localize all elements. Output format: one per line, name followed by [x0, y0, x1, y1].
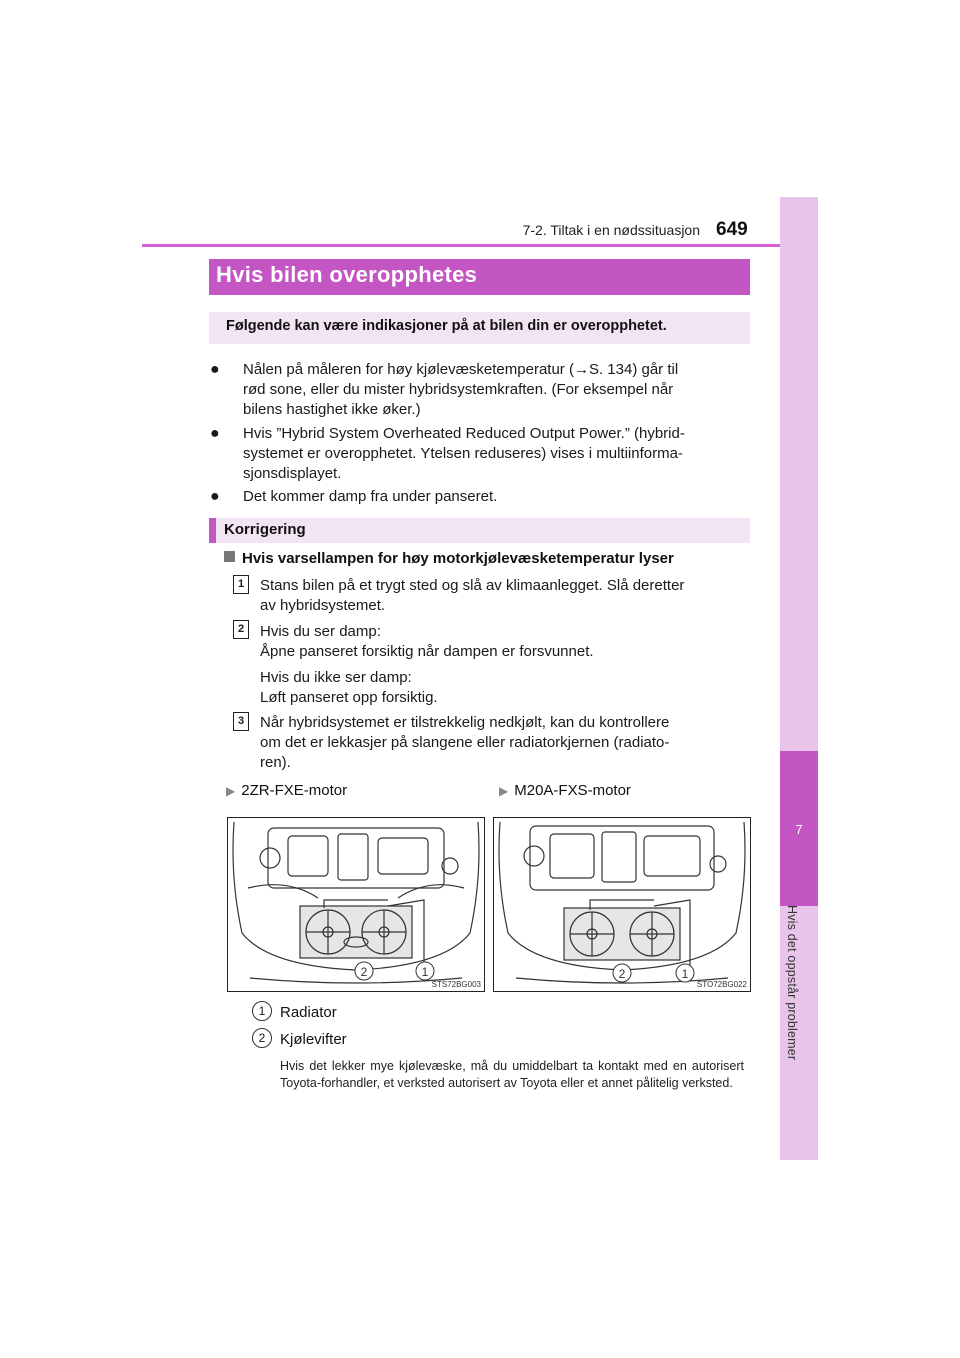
- step-line: ren).: [260, 754, 291, 771]
- image-code: STS72BG003: [431, 980, 481, 989]
- page-title: Hvis bilen overopphetes: [216, 262, 478, 287]
- engine-label-text: 2ZR-FXE-motor: [241, 782, 348, 799]
- subheading: [224, 550, 674, 567]
- side-tab-upper: [780, 197, 818, 751]
- intro-text: Følgende kan være indikasjoner på at bilen din er overopphetet.: [226, 318, 667, 334]
- step-text: [260, 576, 744, 616]
- step-line: av hybridsystemet.: [260, 597, 386, 614]
- step-line: Stans bilen på et trygt sted og slå av klimaanlegget. Slå deretter: [260, 577, 685, 594]
- image-code: STO72BG022: [696, 980, 747, 989]
- bullet-dot-icon: ●: [210, 488, 220, 505]
- step-text: [260, 713, 744, 773]
- engine-image-m20a: [493, 817, 751, 992]
- bullet-line: systemet er overopphetet. Ytelsen reduseres) vises i multiinforma-: [243, 445, 683, 462]
- bullet-item: [210, 487, 745, 507]
- bullet-dot-icon: ●: [210, 361, 220, 378]
- legend-number: 2: [252, 1028, 272, 1048]
- bullet-line: bilens hastighet ikke øker.): [243, 401, 421, 418]
- step-text: [260, 622, 744, 708]
- bullet-line: Hvis ”Hybrid System Overheated Reduced Output Power.” (hybrid-: [243, 425, 685, 442]
- engine-label-text: M20A-FXS-motor: [514, 782, 631, 799]
- engine-bay-illustration: [494, 818, 750, 991]
- step-line: Når hybridsystemet er tilstrekkelig nedkjølt, kan du kontrollere: [260, 714, 670, 731]
- square-bullet-icon: [224, 551, 235, 562]
- step-line: Åpne panseret forsiktig når dampen er forsvunnet.: [260, 643, 594, 660]
- engine-label-right: [499, 782, 631, 799]
- svg-text:2: 2: [360, 965, 368, 979]
- note-text: Hvis det lekker mye kjølevæske, må du umiddelbart ta kontakt med en autorisert Toyota-forhandler, et verksted autorisert av Toyota eller et annet pålitelig verksted.: [280, 1059, 744, 1090]
- bullet-item: [210, 360, 745, 420]
- step-number: 3: [233, 712, 249, 731]
- bullet-dot-icon: ●: [210, 425, 220, 442]
- step-line: Hvis du ikke ser damp:: [260, 669, 412, 686]
- step-number: 1: [233, 575, 249, 594]
- step-number: 2: [233, 620, 249, 639]
- side-chapter-number: 7: [795, 822, 803, 837]
- legend-label: Kjølevifter: [280, 1031, 347, 1048]
- svg-text:1: 1: [421, 965, 429, 979]
- legend-label: Radiator: [280, 1004, 337, 1021]
- triangle-right-icon: ▶: [226, 784, 236, 798]
- legend-number: 1: [252, 1001, 272, 1021]
- bullet-line: Det kommer damp fra under panseret.: [243, 488, 498, 505]
- step-line: om det er lekkasjer på slangene eller radiatorkjernen (radiato-: [260, 734, 670, 751]
- engine-bay-illustration: [228, 818, 484, 991]
- bullet-line: rød sone, eller du mister hybridsystemkraften. (For eksempel når: [243, 381, 674, 398]
- header-rule: [142, 244, 818, 247]
- bullet-line: Nålen på måleren for høy kjølevæsketemperatur (→S. 134) går til: [243, 361, 679, 378]
- engine-label-left: [226, 782, 347, 799]
- bullet-item: [210, 424, 745, 484]
- triangle-right-icon: ▶: [499, 784, 509, 798]
- header-chapter: 7-2. Tiltak i en nødssituasjon: [522, 222, 700, 238]
- section-title: Korrigering: [224, 521, 306, 538]
- side-chapter-title: Hvis det oppstår problemer: [785, 905, 799, 1061]
- svg-text:2: 2: [618, 967, 626, 981]
- step-line: Løft panseret opp forsiktig.: [260, 689, 438, 706]
- svg-text:1: 1: [681, 967, 689, 981]
- step-line: Hvis du ser damp:: [260, 623, 381, 640]
- page-number: 649: [716, 219, 748, 240]
- bullet-line: sjonsdisplayet.: [243, 465, 342, 482]
- subheading-text: Hvis varsellampen for høy motorkjølevæsketemperatur lyser: [242, 550, 674, 567]
- engine-image-2zr: [227, 817, 485, 992]
